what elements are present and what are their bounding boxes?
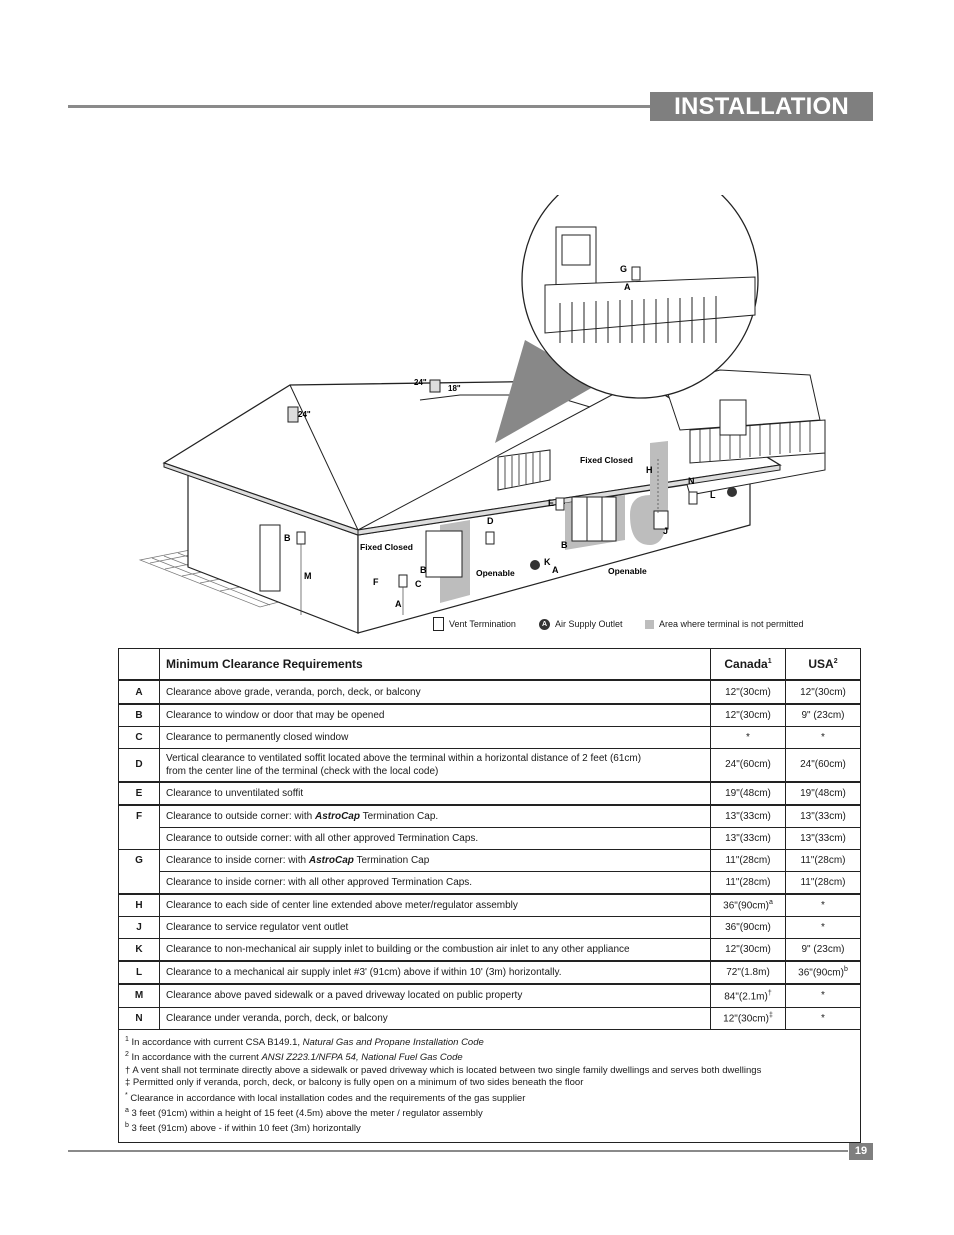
svg-text:F: F xyxy=(373,577,379,587)
footnote: $^a$ 3 feet (91cm) within a height of 15 feet (4.5m) above the meter / regulator assembly xyxy=(125,1106,483,1120)
svg-text:L: L xyxy=(710,490,716,500)
svg-text:A: A xyxy=(624,282,631,292)
door xyxy=(260,525,280,591)
vent-icon xyxy=(632,267,640,280)
legend-area: Area where terminal is not permitted xyxy=(645,617,804,631)
openable-label: Openable xyxy=(476,568,515,578)
footer-rule xyxy=(68,1150,848,1152)
table-title: Minimum Clearance Requirements xyxy=(160,649,711,681)
svg-text:E: E xyxy=(548,498,555,508)
dim-18-top: 18" xyxy=(448,384,461,393)
footnote: * Clearance in accordance with local installation codes and the requirements of the gas supplier xyxy=(125,1091,526,1104)
table-row: D Vertical clearance to ventilated soffit located above the terminal within a horizontal distance of 2 feet (61cm) from the center line of the terminal (check with the local code) 24"(60cm) 24"(60cm) xyxy=(119,749,861,782)
vent-icon xyxy=(486,532,494,544)
air-supply-outlet xyxy=(727,487,737,497)
legend-air: A Air Supply Outlet xyxy=(539,617,623,631)
table-header xyxy=(119,649,861,681)
svg-text:M: M xyxy=(304,571,312,581)
table-row: Clearance to inside corner: with all other approved Termination Caps. 11"(28cm) 11"(28cm) xyxy=(119,871,861,894)
dim-24-top: 24" xyxy=(414,378,427,387)
table-row: N Clearance under veranda, porch, deck, or balcony 12"(30cm)‡ * xyxy=(119,1008,861,1030)
svg-text:N: N xyxy=(688,476,695,486)
table-row: F Clearance to outside corner: with AstroCap Termination Cap. 13"(33cm) 13"(33cm) xyxy=(119,805,861,828)
col-usa: USA$^2$ xyxy=(786,649,861,681)
svg-text:A: A xyxy=(552,565,559,575)
table-row: E Clearance to unventilated soffit 19"(48cm) 19"(48cm) xyxy=(119,782,861,805)
table-row: Clearance to outside corner: with all other approved Termination Caps. 13"(33cm) 13"(33cm) xyxy=(119,827,861,849)
table-row: J Clearance to service regulator vent outlet 36"(90cm) * xyxy=(119,916,861,938)
svg-text:C: C xyxy=(415,579,422,589)
table-row: B Clearance to window or door that may be opened 12"(30cm) 9" (23cm) xyxy=(119,704,861,727)
vent-icon xyxy=(399,575,407,587)
table-notes xyxy=(119,1030,861,1143)
svg-text:B: B xyxy=(561,540,568,550)
openable-label: Openable xyxy=(608,566,647,576)
vent-icon xyxy=(433,617,444,631)
air-supply-outlet xyxy=(530,560,540,570)
vent-icon xyxy=(297,532,305,544)
vent-icon xyxy=(556,498,564,510)
table-row: L Clearance to a mechanical air supply inlet #3' (91cm) above if within 10' (3m) horizontally. 72"(1.8m) $36"(90cm)^b$ xyxy=(119,961,861,984)
svg-text:D: D xyxy=(487,516,494,526)
footnote: ‡ Permitted only if veranda, porch, deck, or balcony is fully open on a minimum of two sides beneath the floor xyxy=(125,1077,584,1089)
legend-vent: Vent Termination xyxy=(433,617,516,631)
vent-clearance-diagram xyxy=(120,195,840,645)
svg-text:B: B xyxy=(284,533,291,543)
dim-24-left: 24" xyxy=(298,410,311,419)
svg-text:G: G xyxy=(620,264,628,274)
table-row: C Clearance to permanently closed window * * xyxy=(119,727,861,749)
svg-text:B: B xyxy=(420,565,427,575)
fixed-closed-label: Fixed Closed xyxy=(360,542,413,552)
vent-icon xyxy=(689,492,697,504)
footnote: † A vent shall not terminate directly above a sidewalk or paved driveway which is located between two single family dwellings and serves both dwellings xyxy=(125,1064,762,1076)
restricted-swatch xyxy=(645,620,654,629)
svg-text:H: H xyxy=(646,465,653,475)
air-supply-icon: A xyxy=(539,619,550,630)
svg-text:A: A xyxy=(395,599,402,609)
table-row: G Clearance to inside corner: with AstroCap Termination Cap 11"(28cm) 11"(28cm) xyxy=(119,849,861,871)
footnote: $^2$ In accordance with the current ANSI Z223.1/NFPA 54, National Fuel Gas Code xyxy=(125,1051,463,1064)
header-rule xyxy=(68,105,654,108)
svg-text:K: K xyxy=(544,557,551,567)
table-row: K Clearance to non-mechanical air supply inlet to building or the combustion air inlet to any other appliance 12"(30cm) 9" (23cm) xyxy=(119,938,861,961)
section-title: INSTALLATION xyxy=(650,92,873,121)
table-row: A Clearance above grade, veranda, porch, deck, or balcony 12"(30cm) 12"(30cm) xyxy=(119,680,861,704)
footnote: $^b$ 3 feet (91cm) above - if within 10 feet (3m) horizontally xyxy=(125,1122,361,1135)
table-row: M Clearance above paved sidewalk or a paved driveway located on public property 84"(2.1m)† * xyxy=(119,984,861,1008)
col-canada: Canada$^1$ xyxy=(711,649,786,681)
fixed-closed-label: Fixed Closed xyxy=(580,455,633,465)
page-number: 19 xyxy=(849,1143,873,1160)
clearance-table xyxy=(118,648,861,1143)
footnote: $^1$ In accordance with current CSA B149.1, Natural Gas and Propane Installation Code xyxy=(125,1036,484,1049)
table-row: H Clearance to each side of center line extended above meter/regulator assembly $36"(90cm)^a$ * xyxy=(119,894,861,917)
svg-text:J: J xyxy=(663,526,669,536)
